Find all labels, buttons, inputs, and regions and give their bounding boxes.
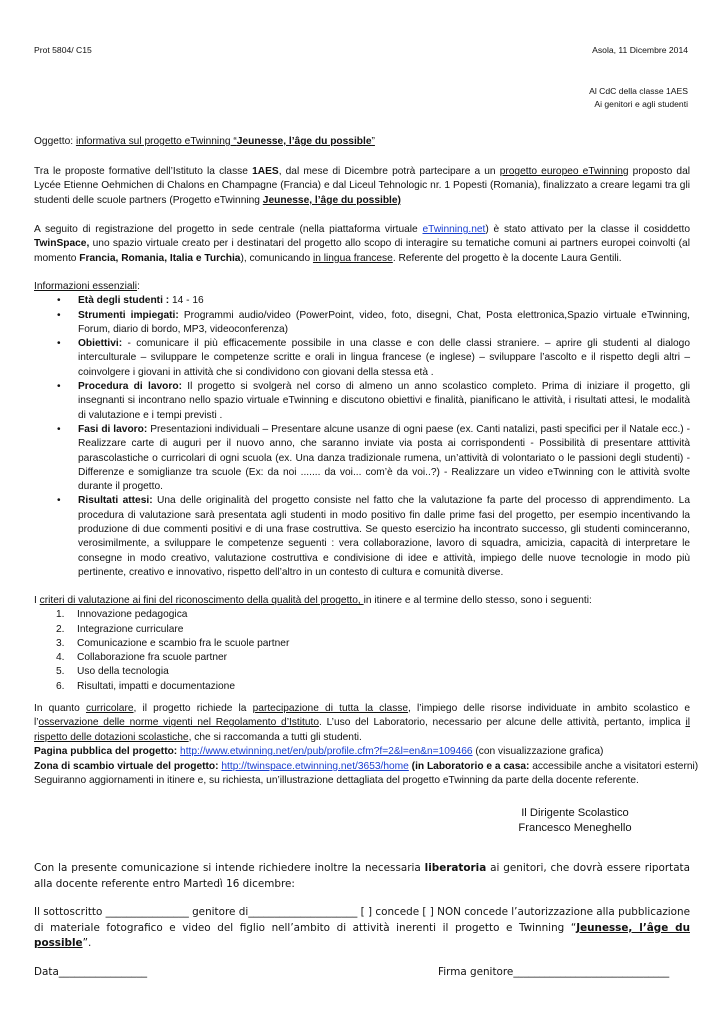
item-text: Innovazione pedagogica bbox=[77, 609, 188, 621]
release-bold: liberatoria bbox=[424, 862, 487, 874]
list-item bbox=[34, 623, 690, 637]
bullet: • bbox=[57, 495, 61, 507]
item-text: Presentazioni individuali – Presentare alcune usanze di ogni paese (ex. Canti natalizi, pasti specifici per il Natale ecc.) - Realizzare carte di auguri per il nuovo anno, che saranno inviate via posta ai corrispondenti - Possibilità di presentare atttività parascolastiche o curricolari di ogni scuola (ex. Una danza tradizionale rumena, un’attività di volontariato o le passioni degli studenti) - Differenze e somiglianze tra scuole (Ex: da noi ....... da voi... com’è da voi..?) - Realizzare un video eTwinning con le attività svolte durante il progetto. bbox=[78, 423, 690, 493]
item-number: 5. bbox=[56, 666, 65, 678]
info-heading: Informazioni essenziali bbox=[34, 281, 138, 292]
recipient-line-2: Ai genitori e agli studenti bbox=[594, 99, 688, 109]
etwinning-link[interactable]: eTwinning.net bbox=[422, 224, 486, 235]
twinspace-access-note: accessibile anche a visitatori esterni) bbox=[529, 761, 699, 772]
item-number: 3. bbox=[56, 637, 65, 649]
closing-underlined-1: curricolare bbox=[85, 703, 134, 714]
twinspace-term: TwinSpace, bbox=[34, 238, 90, 250]
intro-paragraph bbox=[34, 165, 690, 208]
bullet: • bbox=[57, 338, 61, 350]
item-text: Programmi audio/video (PowerPoint, video, foto, disegni, Chat, Posta elettronica,Spazio virtuale eTwinning, Forum, diario di bordo, MP3, videoconferenza) bbox=[78, 309, 690, 335]
subject-label: Oggetto: bbox=[34, 136, 74, 147]
subject-project-title: Jeunesse, l’âge du possible bbox=[236, 136, 372, 147]
consent-end: ”. bbox=[82, 937, 92, 949]
twinspace-label: Zona di scambio virtuale del progetto: bbox=[34, 761, 219, 772]
release-text-2: ai genitori, che dovrà essere riportata alla docente referente entro Martedì 16 dicembre: bbox=[34, 862, 690, 890]
consent-project-title: Jeunesse, l’âge du possible bbox=[34, 921, 690, 949]
public-page-line bbox=[34, 745, 694, 759]
subject-line bbox=[34, 135, 689, 149]
list-item bbox=[34, 651, 690, 665]
bullet: • bbox=[57, 309, 61, 321]
subject-suffix: ” bbox=[371, 136, 375, 147]
signature-block bbox=[470, 806, 680, 836]
release-text-1: Con la presente comunicazione si intende richiedere inoltre la necessaria bbox=[34, 862, 425, 874]
updates-line: Seguiranno aggiornamenti in itinere e, su richiesta, un’illustrazione dettagliata del progetto eTwinning da parte della docente referente. bbox=[34, 775, 639, 786]
item-text: Uso della tecnologia bbox=[77, 666, 169, 678]
info-list bbox=[34, 294, 690, 580]
recipients bbox=[589, 85, 688, 111]
item-label: Risultati attesi: bbox=[78, 495, 153, 507]
item-label: Obiettivi: bbox=[78, 338, 123, 350]
list-item bbox=[34, 380, 690, 423]
item-text: Integrazione curriculare bbox=[77, 623, 184, 635]
para2-text-2: ) è stato attivato per la classe il cosiddetto bbox=[485, 224, 690, 235]
closing-text-4: . L’uso del Laboratorio, necessario per alcune delle attività, pertanto, implica bbox=[319, 717, 686, 729]
closing-text-3: , l’impiego delle risorse individuate in ambito scolastico e l’ bbox=[34, 703, 690, 729]
list-item bbox=[34, 294, 690, 308]
list-item bbox=[34, 494, 690, 580]
para2-text-4: ), comunicando bbox=[240, 252, 313, 264]
item-text: 14 - 16 bbox=[169, 295, 204, 307]
list-item bbox=[34, 637, 690, 651]
item-label: Strumenti impiegati: bbox=[78, 309, 179, 321]
list-item bbox=[34, 608, 690, 622]
bullet: • bbox=[57, 295, 61, 307]
signature-name: Francesco Meneghello bbox=[518, 822, 632, 834]
closing-paragraph bbox=[34, 702, 690, 745]
signature-role: Il Dirigente Scolastico bbox=[521, 807, 629, 819]
closing-underlined-4: il rispetto delle dotazioni scolastiche bbox=[34, 717, 690, 743]
criteria-section bbox=[34, 594, 690, 694]
class-name: 1AES bbox=[252, 166, 279, 177]
para2-text-3: uno spazio virtuale creato per i destinatari del progetto allo scopo di interagire su tematiche comuni ai partners europei coinvolti (al momento bbox=[34, 238, 690, 264]
bullet: • bbox=[57, 381, 61, 393]
info-heading-colon: : bbox=[137, 281, 140, 292]
list-item bbox=[34, 680, 690, 694]
protocol-number: Prot 5804/ C15 bbox=[34, 45, 92, 55]
project-title: Jeunesse, l’âge du possible) bbox=[262, 194, 401, 206]
release-request bbox=[34, 861, 690, 892]
item-text: Collaborazione fra scuole partner bbox=[77, 652, 228, 664]
item-label: Età degli studenti : bbox=[78, 295, 170, 307]
closing-text-1: In quanto bbox=[34, 703, 86, 714]
item-label: Procedura di lavoro: bbox=[78, 381, 182, 393]
criteria-list bbox=[34, 608, 690, 694]
countries: Francia, Romania, Italia e Turchia bbox=[79, 252, 241, 264]
project-mention: progetto europeo eTwinning bbox=[499, 166, 629, 177]
item-number: 4. bbox=[56, 652, 65, 664]
public-page-note: (con visualizzazione grafica) bbox=[472, 746, 604, 757]
subject-prefix: informativa sul progetto eTwinning “ bbox=[75, 136, 237, 147]
item-text: Risultati, impatti e documentazione bbox=[77, 680, 235, 692]
language: in lingua francese bbox=[312, 252, 393, 264]
para2-text-1: A seguito di registrazione del progetto in sede centrale (nella piattaforma virtuale bbox=[34, 224, 423, 235]
bullet: • bbox=[57, 423, 61, 435]
info-section bbox=[34, 280, 690, 580]
item-text: Una delle originalità del progetto consiste nel fatto che la valutazione fa parte del processo di apprendimento. La procedura di valutazione sarà presentata agli studenti in modo positivo fin dalle prime fasi del progetto, per esempio incentivando la produzione di due commenti positivi e di una frase costruttiva. Se questo esercizio ha incontrato successo, gli studenti cominceranno, verosimilmente, a sviluppare le competenze seguenti : vera collaborazione, lavoro di squadra, amicizia, capacità di interpretare le consegne in modo creativo, valutazione costruttiva e condivisione di idee e attività, impiego delle nuove tecnologie in modo più pertinente, creativo e innovativo, rispetto dell’altro in un contesto di cultura e comunità diverse. bbox=[78, 495, 690, 578]
criteria-text-1: I bbox=[34, 595, 40, 606]
para1-text-1: Tra le proposte formative dell’Istituto la classe bbox=[34, 166, 253, 177]
item-number: 6. bbox=[56, 680, 65, 692]
list-item bbox=[34, 665, 690, 679]
closing-text-5: , che si raccomanda a tutti gli studenti. bbox=[188, 731, 362, 743]
list-item bbox=[34, 337, 690, 380]
para2-text-5: . Referente del progetto è la docente Laura Gentili. bbox=[392, 252, 622, 264]
closing-text-2: , il progetto richiede la bbox=[133, 703, 253, 714]
item-number: 2. bbox=[56, 623, 65, 635]
public-page-label: Pagina pubblica del progetto: bbox=[34, 746, 178, 757]
item-text: Il progetto si svolgerà nel corso di almeno un anno scolastico completo. Prima di iniziare il progetto, gli insegnanti si incontrano nello spazio virtuale eTwinning e discutono obiettivi e finalità, pianificano le attività, i risultati attesi, le modalità di valutazione e i tempi previsti . bbox=[78, 381, 691, 421]
recipient-line-1: Al CdC della classe 1AES bbox=[589, 86, 688, 96]
closing-underlined-3: osservazione delle norme vigenti nel Regolamento d’Istituto bbox=[38, 717, 319, 729]
date-field[interactable]: Data_________________ bbox=[34, 966, 148, 978]
para1-text-2: , dal mese di Dicembre potrà partecipare a un bbox=[278, 166, 500, 177]
place-date: Asola, 11 Dicembre 2014 bbox=[592, 45, 688, 55]
twinspace-access-bold: (in Laboratorio e a casa: bbox=[408, 761, 530, 772]
consent-text: Il sottoscritto ________________ genitore di_____________________ [ ] concede [ ] NON concede l’autorizzazione alla pubblicazione di materiale fotografico e video del figlio nell’ambito di attività inerenti il progetto e Twinning “ bbox=[34, 906, 690, 934]
criteria-underlined: criteri di valutazione ai fini del riconoscimento della qualità del progetto, bbox=[39, 595, 364, 606]
parent-signature-field[interactable]: Firma genitore______________________________ bbox=[438, 966, 670, 978]
twinspace-paragraph bbox=[34, 223, 690, 266]
public-page-link[interactable]: http://www.etwinning.net/en/pub/profile.cfm?f=2&l=en&n=109466 bbox=[180, 746, 473, 757]
item-text: Comunicazione e scambio fra le scuole partner bbox=[77, 637, 290, 649]
para1-text-3: proposto dal Lycée Etienne Oehmichen di Chalons en Champagne (Francia) e dal Liceul Tehnologic nr. 1 Popesti (Romania), finalizzato a creare legami tra gli studenti delle scuole partners (Progetto eTwinning bbox=[34, 166, 691, 206]
criteria-text-2: in itinere e al termine dello stesso, sono i seguenti: bbox=[363, 595, 592, 606]
consent-form bbox=[34, 905, 690, 952]
item-number: 1. bbox=[56, 609, 65, 621]
item-label: Fasi di lavoro: bbox=[78, 423, 148, 435]
info-heading-line bbox=[34, 280, 690, 294]
subject-text bbox=[76, 136, 375, 147]
criteria-intro bbox=[34, 594, 690, 608]
list-item bbox=[34, 309, 690, 338]
twinspace-line bbox=[34, 760, 699, 774]
list-item bbox=[34, 423, 690, 494]
twinspace-link[interactable]: http://twinspace.etwinning.net/3653/home bbox=[221, 761, 409, 772]
closing-underlined-2: partecipazione di tutta la classe bbox=[252, 703, 409, 714]
item-text: - comunicare il più efficacemente possibile in una classe e con delle classi straniere. – aprire gli studenti al dialogo interculturale – sviluppare le competenze scritte e orali in lingua francese (e inglese) – sviluppare l’ascolto e il rispetto degli altri – coinvolgere i giovani in attività che si condividono con giovani della stessa età . bbox=[78, 338, 690, 378]
